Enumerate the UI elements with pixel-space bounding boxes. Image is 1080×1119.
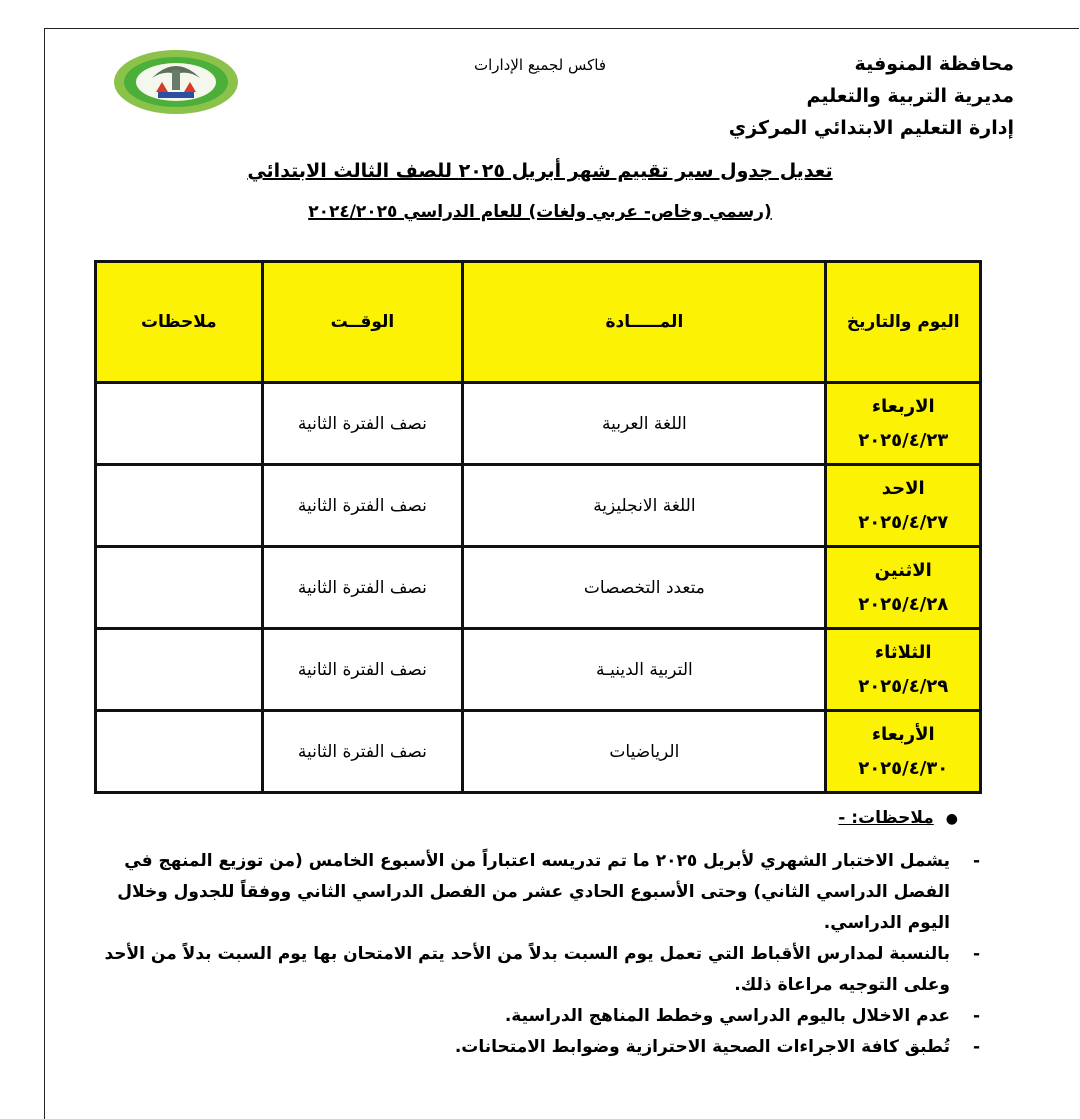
day-date-cell bbox=[826, 465, 981, 547]
notes-cell bbox=[96, 547, 263, 629]
list-item bbox=[70, 846, 980, 939]
header-org bbox=[684, 48, 1014, 144]
document-title: تعديل جدول سير تقييم شهر أبريل ٢٠٢٥ للصف الثالث الابتدائي bbox=[247, 160, 833, 182]
day-date-cell bbox=[826, 383, 981, 465]
time-cell: نصف الفترة الثانية bbox=[262, 711, 463, 793]
header-administration: إدارة التعليم الابتدائي المركزي bbox=[728, 117, 1014, 139]
subject-cell: اللغة العربية bbox=[463, 383, 826, 465]
time-cell: نصف الفترة الثانية bbox=[262, 547, 463, 629]
header-day-date: اليوم والتاريخ bbox=[826, 262, 981, 383]
header-notes: ملاحظات bbox=[96, 262, 263, 383]
time-cell: نصف الفترة الثانية bbox=[262, 383, 463, 465]
governorate-emblem-icon bbox=[112, 48, 240, 116]
time-cell: نصف الفترة الثانية bbox=[262, 465, 463, 547]
list-item bbox=[70, 1001, 980, 1032]
table-row bbox=[96, 465, 981, 547]
dash-icon: - bbox=[972, 1006, 980, 1026]
day-date-cell bbox=[826, 711, 981, 793]
bullet-icon: ● bbox=[945, 811, 958, 827]
table-row bbox=[96, 547, 981, 629]
exam-date: ٢٠٢٥/٤/٢٩ bbox=[858, 675, 949, 697]
dash-icon: - bbox=[972, 1037, 980, 1057]
fax-note: فاكس لجميع الإدارات bbox=[473, 56, 607, 74]
table-row bbox=[96, 383, 981, 465]
subject-cell: متعدد التخصصات bbox=[463, 547, 826, 629]
document-subtitle: (رسمي وخاص- عربي ولغات) للعام الدراسي ٢٠٢٤/٢٠٢٥ bbox=[308, 202, 772, 222]
day-name: الاثنين bbox=[874, 559, 932, 581]
notes-section bbox=[70, 808, 980, 1063]
time-cell: نصف الفترة الثانية bbox=[262, 629, 463, 711]
table-row bbox=[96, 711, 981, 793]
header-time: الوقــت bbox=[262, 262, 463, 383]
dash-icon: - bbox=[972, 851, 980, 871]
day-name: الاربعاء bbox=[871, 395, 935, 417]
exam-date: ٢٠٢٥/٤/٢٧ bbox=[858, 511, 949, 533]
day-name: الاحد bbox=[881, 477, 925, 499]
notes-heading bbox=[70, 808, 980, 828]
subject-cell: اللغة الانجليزية bbox=[463, 465, 826, 547]
day-date-cell bbox=[826, 547, 981, 629]
header-subject: المـــــادة bbox=[463, 262, 826, 383]
notes-cell bbox=[96, 383, 263, 465]
exam-date: ٢٠٢٥/٤/٢٣ bbox=[858, 429, 949, 451]
notes-cell bbox=[96, 629, 263, 711]
table-header-row bbox=[96, 262, 981, 383]
list-item bbox=[70, 939, 980, 1001]
exam-date: ٢٠٢٥/٤/٣٠ bbox=[858, 757, 949, 779]
note-text: يشمل الاختبار الشهري لأبريل ٢٠٢٥ ما تم تدريسه اعتباراً من الأسبوع الخامس (من توزيع المنهج في الفصل الدراسي الثاني) وحتى الأسبوع الحادي عشر من الفصل الدراسي الثاني ووفقاً للجدول وخلال اليوم الدراسي. bbox=[117, 851, 950, 933]
exam-schedule-table bbox=[94, 260, 982, 794]
exam-date: ٢٠٢٥/٤/٢٨ bbox=[858, 593, 949, 615]
notes-cell bbox=[96, 465, 263, 547]
subject-cell: الرياضيات bbox=[463, 711, 826, 793]
subject-cell: التربية الدينيـة bbox=[463, 629, 826, 711]
header-directorate: مديرية التربية والتعليم bbox=[806, 85, 1014, 107]
list-item bbox=[70, 1032, 980, 1063]
day-name: الثلاثاء bbox=[874, 641, 932, 663]
notes-cell bbox=[96, 711, 263, 793]
note-text: عدم الاخلال باليوم الدراسي وخطط المناهج الدراسية. bbox=[504, 1006, 950, 1026]
dash-icon: - bbox=[972, 944, 980, 964]
table-row bbox=[96, 629, 981, 711]
day-date-cell bbox=[826, 629, 981, 711]
note-text: تُطبق كافة الاجراءات الصحية الاحترازية وضوابط الامتحانات. bbox=[454, 1037, 950, 1057]
header-governorate: محافظة المنوفية bbox=[854, 53, 1014, 75]
notes-heading-label: ملاحظات: - bbox=[838, 808, 934, 828]
note-text: بالنسبة لمدارس الأقباط التي تعمل يوم السبت بدلاً من الأحد يتم الامتحان بها يوم السبت بدلاً من الأحد وعلى التوجيه مراعاة ذلك. bbox=[104, 944, 950, 995]
day-name: الأربعاء bbox=[871, 723, 935, 745]
